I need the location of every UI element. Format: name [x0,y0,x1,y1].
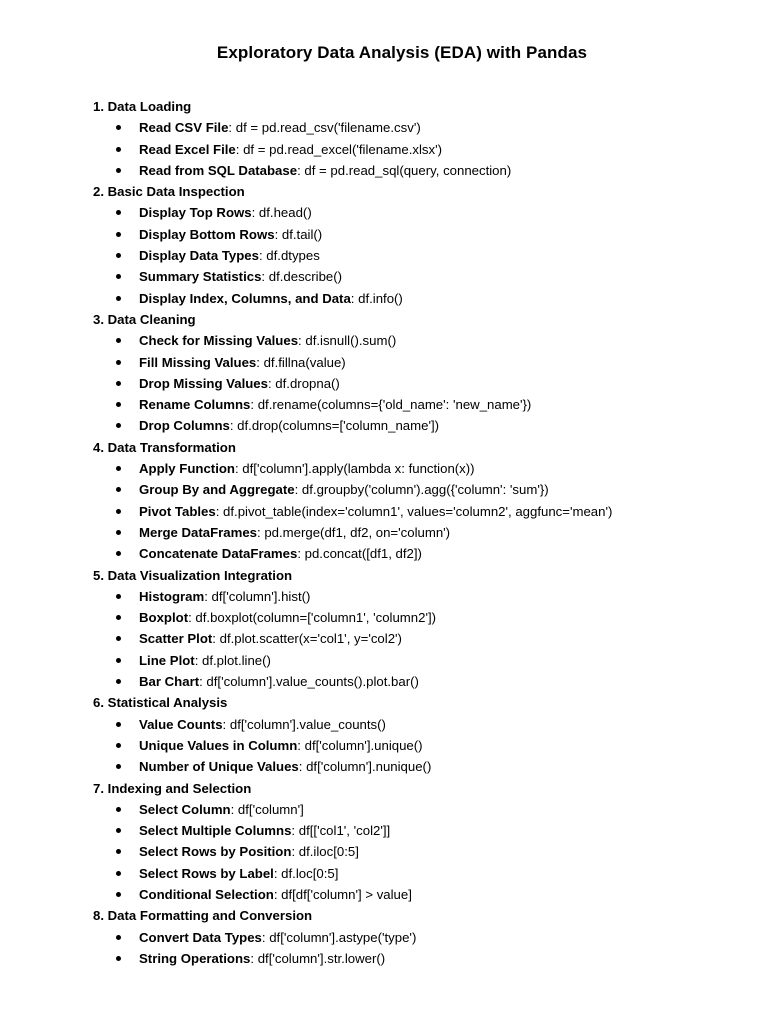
item-label: Histogram [139,588,205,604]
bullet-icon [116,594,121,599]
item-code: : df.iloc[0:5] [291,844,359,860]
bullet-list [93,117,758,181]
list-item [93,543,758,564]
bullet-icon [116,722,121,727]
item-code: : df.rename(columns={'old_name': 'new_name'}) [250,397,532,413]
item-code: : df.loc[0:5] [273,865,339,881]
item-code: : df.fillna(value) [256,354,346,370]
section [93,565,758,693]
list-item [93,650,758,671]
bullet-icon [116,168,121,173]
list-item [93,394,758,415]
list-item [93,288,758,309]
item-label: Line Plot [139,652,195,668]
list-item [93,458,758,479]
list-item [93,607,758,628]
bullet-icon [116,509,121,514]
document-content [93,96,758,969]
section [93,181,758,309]
item-label: Fill Missing Values [139,354,257,370]
item-label: Display Bottom Rows [139,226,275,242]
list-item [93,948,758,969]
bullet-icon [116,764,121,769]
item-code: : pd.concat([df1, df2]) [297,546,422,562]
bullet-icon [116,551,121,556]
list-item [93,202,758,223]
list-item [93,735,758,756]
section-heading: 8. Data Formatting and Conversion [93,908,313,924]
bullet-icon [116,892,121,897]
item-label: Drop Columns [139,418,230,434]
list-item [93,863,758,884]
item-code: : df.pivot_table(index='column1', values='column2', aggfunc='mean') [215,503,613,519]
section-heading: 3. Data Cleaning [93,311,196,327]
bullet-icon [116,423,121,428]
item-label: Concatenate DataFrames [139,546,298,562]
bullet-icon [116,253,121,258]
list-item [93,352,758,373]
list-item [93,841,758,862]
list-item [93,139,758,160]
item-label: Value Counts [139,716,223,732]
bullet-icon [116,125,121,130]
bullet-icon [116,296,121,301]
item-label: Pivot Tables [139,503,216,519]
item-label: String Operations [139,950,251,966]
list-item [93,884,758,905]
item-label: Scatter Plot [139,631,213,647]
item-label: Select Rows by Position [139,844,292,860]
bullet-icon [116,487,121,492]
item-label: Check for Missing Values [139,333,299,349]
bullet-icon [116,402,121,407]
list-item [93,266,758,287]
document-title: Exploratory Data Analysis (EDA) with Pandas [216,43,588,62]
item-code: : df.info() [350,290,403,306]
bullet-icon [116,658,121,663]
item-code: : df = pd.read_csv('filename.csv') [228,120,421,136]
item-code: : pd.merge(df1, df2, on='column') [257,524,451,540]
item-code: : df = pd.read_excel('filename.xlsx') [235,141,443,157]
bullet-list [93,202,758,308]
section [93,309,758,437]
section-heading: 1. Data Loading [93,99,192,114]
item-code: : df['column'].nunique() [298,759,432,775]
section [93,692,758,777]
section [93,96,758,181]
item-code: : df.boxplot(column=['column1', 'column2']) [188,610,437,626]
section-heading: 5. Data Visualization Integration [93,567,293,583]
bullet-icon [116,615,121,620]
item-label: Read CSV File [139,120,229,136]
bullet-list [93,586,758,692]
item-label: Boxplot [139,610,189,626]
bullet-list [93,799,758,905]
bullet-icon [116,871,121,876]
item-code: : df.groupby('column').agg({'column': 'sum'}) [294,482,549,498]
item-code: : df.plot.scatter(x='col1', y='col2') [212,631,402,647]
item-label: Merge DataFrames [139,524,258,540]
list-item [93,373,758,394]
item-code: : df['column'] [230,801,304,817]
bullet-icon [116,743,121,748]
item-code: : df.describe() [261,269,343,285]
bullet-icon [116,636,121,641]
list-item [93,479,758,500]
bullet-icon [116,147,121,152]
bullet-list [93,458,758,564]
item-code: : df.dropna() [267,375,340,391]
bullet-icon [116,338,121,343]
section [93,437,758,565]
item-label: Display Top Rows [139,205,252,221]
list-item [93,586,758,607]
bullet-icon [116,935,121,940]
item-code: : df['column'].astype('type') [261,929,417,945]
item-label: Rename Columns [139,397,251,413]
section-heading: 6. Statistical Analysis [93,695,228,711]
bullet-icon [116,807,121,812]
bullet-icon [116,849,121,854]
item-label: Convert Data Types [139,929,262,945]
item-code: : df['column'].str.lower() [250,950,386,966]
item-code: : df[df['column'] > value] [273,886,412,902]
bullet-list [93,330,758,436]
item-code: : df = pd.read_sql(query, connection) [297,162,512,178]
item-code: : df['column'].value_counts().plot.bar() [199,674,419,690]
item-code: : df.drop(columns=['column_name']) [229,418,440,434]
item-label: Select Multiple Columns [139,823,292,839]
bullet-icon [116,381,121,386]
section-heading: 4. Data Transformation [93,439,236,455]
item-label: Read from SQL Database [139,162,298,178]
item-code: : df['column'].value_counts() [222,716,386,732]
item-code: : df.plot.line() [194,652,271,668]
bullet-icon [116,679,121,684]
list-item [93,224,758,245]
item-code: : df[['col1', 'col2']] [291,823,391,839]
item-code: : df.dtypes [258,248,320,264]
item-label: Display Data Types [139,248,259,264]
item-label: Apply Function [139,461,235,477]
item-label: Drop Missing Values [139,375,268,391]
item-code: : df['column'].apply(lambda x: function(x)) [234,461,475,477]
item-label: Read Excel File [139,141,236,157]
item-label: Summary Statistics [139,269,262,285]
list-item [93,671,758,692]
item-code: : df['column'].hist() [204,588,311,604]
section-heading: 7. Indexing and Selection [93,780,252,796]
list-item [93,799,758,820]
bullet-icon [116,466,121,471]
bullet-icon [116,274,121,279]
bullet-list [93,927,758,970]
item-code: : df['column'].unique() [297,737,423,753]
list-item [93,501,758,522]
list-item [93,927,758,948]
item-label: Select Column [139,801,231,817]
item-label: Unique Values in Column [139,737,298,753]
list-item [93,820,758,841]
item-label: Group By and Aggregate [139,482,295,498]
list-item [93,415,758,436]
item-label: Bar Chart [139,674,200,690]
item-code: : df.isnull().sum() [298,333,397,349]
list-item [93,756,758,777]
item-code: : df.tail() [274,226,323,242]
section [93,905,758,969]
bullet-icon [116,530,121,535]
bullet-icon [116,360,121,365]
list-item [93,628,758,649]
item-code: : df.head() [251,205,312,221]
section-heading: 2. Basic Data Inspection [93,184,245,200]
list-item [93,714,758,735]
list-item [93,160,758,181]
list-item [93,330,758,351]
item-label: Number of Unique Values [139,759,299,775]
item-label: Display Index, Columns, and Data [139,290,351,306]
item-label: Select Rows by Label [139,865,274,881]
bullet-icon [116,828,121,833]
item-label: Conditional Selection [139,886,274,902]
section [93,778,758,906]
bullet-list [93,714,758,778]
bullet-icon [116,956,121,961]
bullet-icon [116,232,121,237]
list-item [93,245,758,266]
list-item [93,522,758,543]
list-item [93,117,758,138]
bullet-icon [116,210,121,215]
